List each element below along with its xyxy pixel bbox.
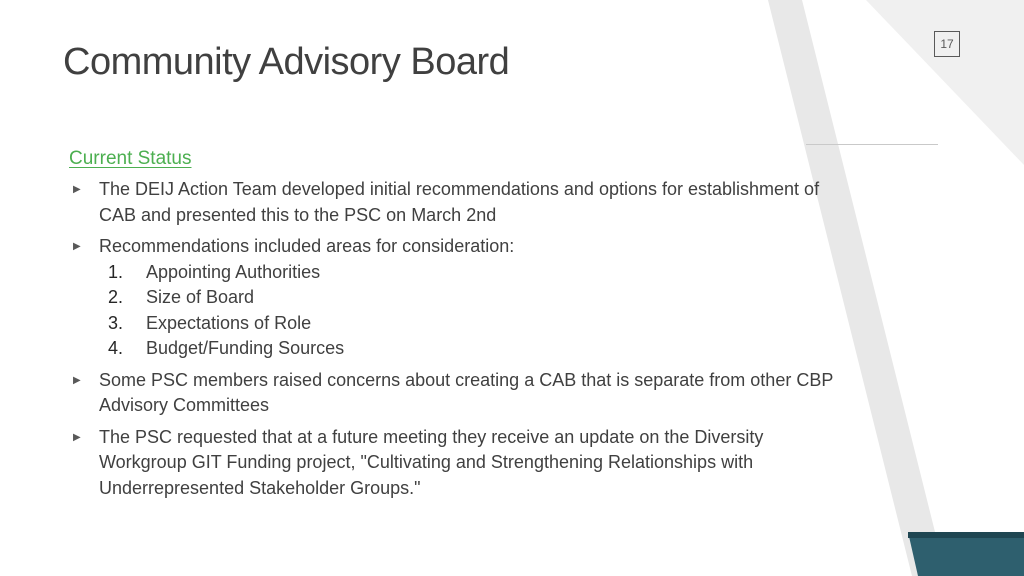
bullet-item: [69, 234, 839, 362]
triangle-right-icon: ▶: [73, 374, 81, 386]
bullet-item: [69, 177, 839, 228]
triangle-right-icon: ▶: [73, 241, 81, 252]
bullet-text: Some PSC members raised concerns about creating a CAB that is separate from other CBP Advisory Committees: [99, 369, 834, 415]
item-number: 1.: [108, 261, 124, 282]
divider-line: [806, 144, 938, 145]
item-number: 4.: [108, 338, 124, 358]
bullet-text: The PSC requested that at a future meeting they receive an update on the Diversity Workgroup GIT Funding project, "Cultivating and Strengthening Relationships with Underrepresented Stakeholder Groups.": [99, 426, 764, 498]
triangle-right-icon: ▶: [73, 431, 81, 443]
bullet-text: Recommendations included areas for consideration:: [99, 236, 515, 256]
numbered-item: [99, 285, 839, 311]
teal-corner-band: [908, 532, 1024, 576]
numbered-item: [99, 260, 839, 286]
triangle-right-icon: ▶: [73, 184, 81, 195]
bullet-item: [69, 425, 839, 502]
section-heading-current-status: Current Status: [69, 148, 192, 169]
item-text: Budget/Funding Sources: [146, 338, 345, 358]
item-text: Size of Board: [146, 287, 255, 307]
numbered-item: [99, 311, 839, 337]
numbered-item: [99, 336, 839, 362]
slide-body: [69, 146, 839, 507]
teal-corner-shadow: [908, 532, 1024, 538]
slide-title: Community Advisory Board: [63, 41, 510, 83]
item-number: 3.: [108, 312, 124, 333]
diagonal-stripe-right: [866, 0, 1024, 165]
page-number-box: 17: [934, 31, 960, 57]
item-text: Expectations of Role: [146, 312, 312, 333]
bullet-text: The DEIJ Action Team developed initial recommendations and options for establishment of CAB and presented this to the PSC on March 2nd: [99, 179, 820, 225]
item-text: Appointing Authorities: [146, 261, 321, 282]
item-number: 2.: [108, 287, 124, 307]
numbered-list: [99, 260, 839, 362]
bullet-item: [69, 368, 839, 419]
